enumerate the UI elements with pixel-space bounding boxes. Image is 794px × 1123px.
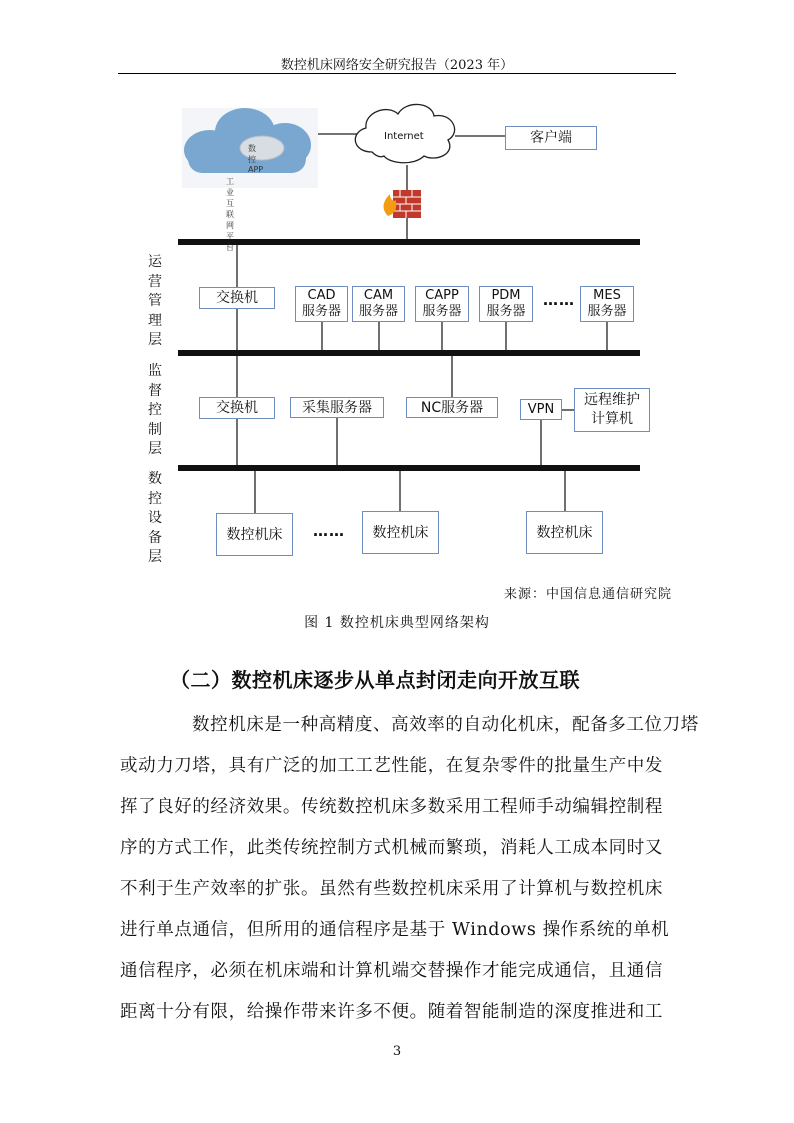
vpn-box: VPN [520,399,562,420]
section-heading: （二）数控机床逐步从单点封闭走向开放互联 [170,668,580,692]
cam-server-box: CAM 服务器 [352,286,405,322]
network-buses [178,239,640,471]
pdm-server-box: PDM 服务器 [479,286,533,322]
cloud-platform-label: 工业互联网平台 [226,177,234,252]
internet-label: Internet [384,131,424,142]
cad-server-box: CAD 服务器 [295,286,348,322]
remote-maintenance-box: 远程维护 计算机 [574,388,650,432]
layer-label-ops: 运 营 管 理 层 [148,254,162,348]
body-line: 数控机床是一种高精度、高效率的自动化机床，配备多工位刀塔 [192,715,699,735]
figure-source: 来源：中国信息通信研究院 [503,587,672,602]
body-line: 挥了良好的经济效果。传统数控机床多数采用工程师手动编辑控制程 [120,797,663,817]
sup-switch-box: 交换机 [199,397,275,419]
collector-server-box: 采集服务器 [290,397,384,418]
sup-bus [178,350,640,356]
capp-server-box: CAPP 服务器 [415,286,469,322]
body-line: 进行单点通信，但所用的通信程序是基于 Windows 操作系统的单机 [120,920,670,940]
ops-ellipsis: …… [543,291,575,309]
layer-label-device: 数 控 设 备 层 [148,471,162,565]
connector-lines [237,134,607,513]
ops-bus [178,239,640,245]
mes-server-box: MES 服务器 [580,286,634,322]
nc-server-box: NC服务器 [406,397,498,418]
body-line: 通信程序，必须在机床端和计算机端交替操作才能完成通信，且通信 [120,961,663,981]
firewall-icon [384,190,421,218]
ops-switch-box: 交换机 [199,287,275,309]
cnc-machine-box-2: 数控机床 [362,511,439,554]
client-box: 客户端 [505,126,597,150]
body-line: 不利于生产效率的扩张。虽然有些数控机床采用了计算机与数控机床 [120,879,663,899]
body-paragraph [120,705,699,1033]
device-ellipsis: …… [313,522,345,540]
body-line: 距离十分有限，给操作带来许多不便。随着智能制造的深度推进和工 [120,1002,663,1022]
figure-caption: 图 1 数控机床典型网络架构 [304,615,490,631]
cloud-app-label: 数控APP [248,144,264,174]
cnc-machine-box-1: 数控机床 [216,513,293,556]
running-header: 数控机床网络安全研究报告（2023 年） [280,58,514,73]
device-bus [178,465,640,471]
layer-label-supervisory: 监 督 控 制 层 [148,363,162,457]
body-line: 或动力刀塔，具有广泛的加工工艺性能，在复杂零件的批量生产中发 [120,756,663,776]
page-number: 3 [392,1044,402,1059]
body-line: 序的方式工作，此类传统控制方式机械而繁琐，消耗人工成本同时又 [120,838,663,858]
cnc-machine-box-3: 数控机床 [526,511,603,554]
